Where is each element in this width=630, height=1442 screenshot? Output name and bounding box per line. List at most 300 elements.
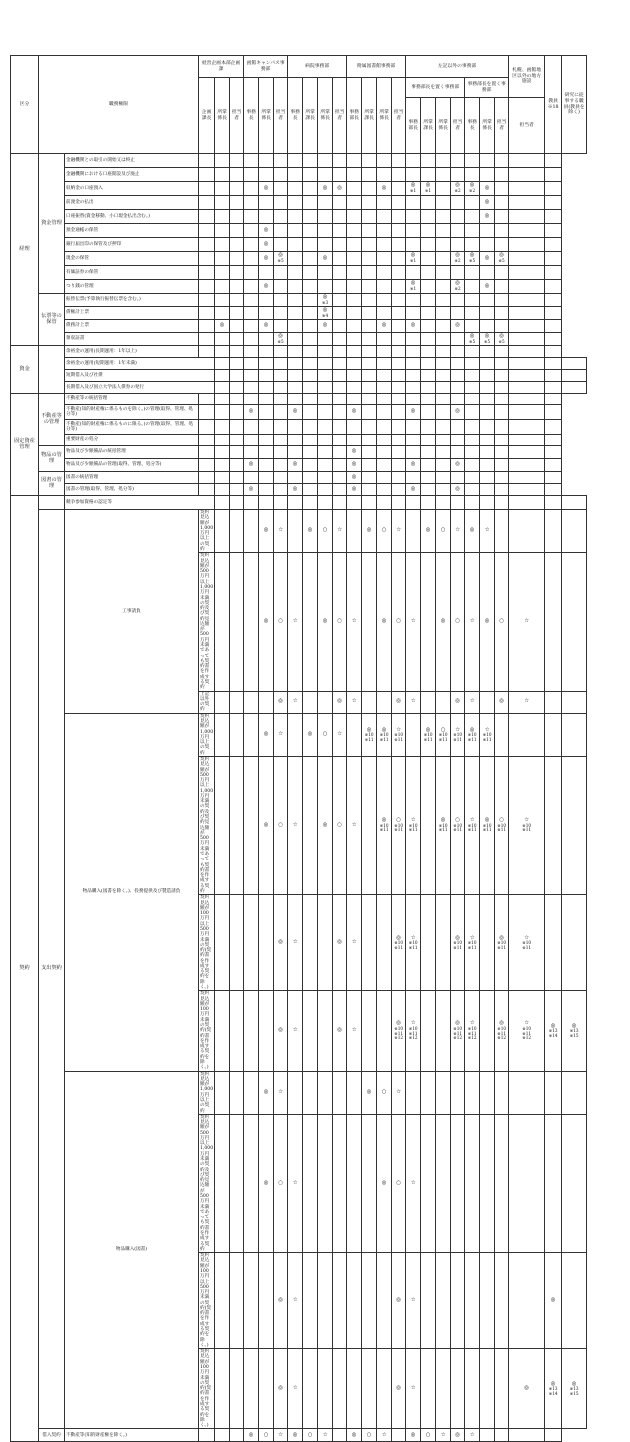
authority-cell: [244, 1114, 259, 1252]
authority-cell: [451, 394, 465, 405]
authority-cell: [244, 346, 259, 358]
authority-cell: [259, 1114, 274, 1252]
footnote-ref: ※10: [438, 823, 448, 829]
authority-cell: [480, 394, 495, 405]
authority-cell: [318, 307, 333, 320]
authority-cell: [230, 196, 244, 210]
authority-cell: [199, 333, 215, 346]
authority-mark: ◎: [410, 252, 416, 259]
authority-cell: [451, 320, 465, 333]
authority-cell: [421, 320, 436, 333]
authority-cell: [406, 553, 421, 691]
authority-cell: [199, 210, 215, 224]
footnote-ref: ※11: [497, 827, 507, 833]
table-row: [11, 510, 587, 553]
authority-cell: [318, 210, 333, 224]
authority-cell: [377, 420, 392, 435]
authority-mark: ◎: [410, 461, 416, 468]
authority-cell: [436, 252, 451, 266]
authority-cell: [421, 713, 436, 756]
authority-cell: [451, 154, 465, 168]
authority-cell: [465, 756, 480, 894]
authority-cell: [451, 405, 465, 420]
authority-cell: [545, 691, 562, 713]
authority-cell: [274, 472, 288, 484]
authority-cell-researcher: [545, 405, 562, 420]
authority-mark: ◎: [322, 618, 328, 625]
footnote-ref: ※10: [453, 1026, 463, 1032]
authority-cell: [215, 266, 230, 280]
authority-mark: ○: [396, 618, 401, 625]
authority-cell: [347, 333, 362, 346]
authority-cell: [509, 484, 545, 496]
header-group-other: 左記以外の事務部: [406, 56, 509, 78]
authority-cell: [303, 358, 318, 370]
authority-cell: [509, 280, 545, 294]
authority-mark: ◎: [484, 618, 490, 625]
authority-mark: ☆: [351, 1027, 357, 1034]
authority-cell: [421, 435, 436, 446]
authority-cell: [303, 691, 318, 713]
authority-cell: [392, 382, 406, 394]
authority-mark: ◎: [219, 322, 225, 329]
footnote-ref: ※11: [408, 827, 418, 833]
authority-cell: [377, 1349, 392, 1429]
authority-cell: [495, 553, 509, 691]
authority-cell: [244, 280, 259, 294]
authority-cell: [259, 895, 274, 991]
authority-cell: [451, 280, 465, 294]
authority-cell: [347, 394, 362, 405]
authority-mark: ◎: [410, 408, 416, 415]
authority-cell: [436, 196, 451, 210]
authority-cell: [230, 333, 244, 346]
authority-mark: ☆: [410, 817, 416, 824]
authority-cell: [259, 294, 274, 307]
authority-cell: [495, 459, 509, 472]
authority-cell: [333, 238, 347, 252]
category-spacer: [39, 346, 65, 394]
authority-mark: ◎: [499, 252, 504, 259]
row-item: 物品及び少額備品の管理(取得、管理、処分等): [65, 459, 199, 472]
category-keiyaku: 契約: [11, 496, 39, 1442]
authority-cell: [244, 168, 259, 182]
authority-cell: [244, 496, 259, 510]
authority-cell: [362, 224, 377, 238]
authority-cell: [465, 435, 480, 446]
authority-cell: [436, 1253, 451, 1349]
authority-cell: [406, 154, 421, 168]
authority-cell: [406, 252, 421, 266]
footnote-ref: ※11: [408, 944, 418, 950]
authority-cell: [480, 333, 495, 346]
table-row: [11, 320, 587, 333]
authority-cell-researcher: [562, 496, 587, 510]
footnote-ref: ※10: [497, 940, 507, 946]
authority-cell-researcher: [545, 1429, 562, 1442]
authority-cell: [451, 713, 465, 756]
subgroup-2: 事務部長を置く事務部: [465, 78, 509, 98]
authority-cell: [362, 182, 377, 196]
authority-cell: [199, 196, 215, 210]
authority-cell-researcher: [562, 1071, 587, 1114]
authority-cell: [288, 496, 303, 510]
row-item: 不動産等の統括管理: [65, 394, 199, 405]
authority-cell: [362, 358, 377, 370]
authority-cell: [274, 405, 288, 420]
authority-cell: [465, 333, 480, 346]
authority-cell: [303, 280, 318, 294]
authority-cell: [288, 484, 303, 496]
authority-cell: [392, 168, 406, 182]
authority-cell: [274, 435, 288, 446]
authority-cell: [406, 333, 421, 346]
authority-cell: [274, 991, 288, 1071]
authority-cell: [545, 358, 562, 370]
authority-mark: ◎: [410, 322, 416, 329]
authority-cell-researcher: [545, 484, 562, 496]
authority-cell: [303, 435, 318, 446]
authority-cell: [362, 394, 377, 405]
authority-cell: [274, 446, 288, 459]
authority-cell: [259, 320, 274, 333]
row-item: 契約見込額が1,000万円以上の契約: [200, 713, 214, 756]
footnote-ref: ※3: [322, 299, 329, 305]
authority-cell: [274, 1349, 288, 1429]
authority-cell: [406, 895, 421, 991]
authority-cell: [274, 1253, 288, 1349]
authority-cell: [495, 1114, 509, 1252]
authority-cell: [495, 196, 509, 210]
authority-cell: [347, 238, 362, 252]
authority-mark: ◎: [484, 254, 490, 261]
authority-cell: [215, 1253, 230, 1349]
authority-mark: ◎: [278, 1027, 283, 1034]
authority-cell: [436, 553, 451, 691]
authority-cell: [288, 238, 303, 252]
footnote-ref: ※10: [394, 940, 404, 946]
authority-cell-researcher: [545, 459, 562, 472]
footnote-ref: ※2: [454, 188, 461, 194]
authority-cell: [451, 1071, 465, 1114]
authority-cell: [333, 405, 347, 420]
authority-cell: [392, 196, 406, 210]
authority-mark: ◎: [263, 821, 269, 828]
authority-cell: [288, 370, 303, 382]
authority-cell: [436, 420, 451, 435]
authority-cell: [465, 895, 480, 991]
authority-cell: [215, 280, 230, 294]
authority-cell: [215, 472, 230, 484]
authority-mark: ◎: [278, 938, 283, 945]
authority-cell: [333, 358, 347, 370]
authority-cell: [347, 420, 362, 435]
authority-mark: ◎: [455, 408, 460, 415]
authority-mark: ◎: [484, 332, 490, 339]
footnote-ref: ※14: [548, 1390, 558, 1396]
table-row: [11, 459, 587, 472]
authority-cell: [451, 1253, 465, 1349]
authority-mark: ◎: [571, 1380, 577, 1387]
authority-cell: [215, 553, 230, 691]
authority-cell: [451, 168, 465, 182]
authority-cell: [362, 435, 377, 446]
authority-cell: [392, 394, 406, 405]
authority-cell: [362, 756, 377, 894]
authority-cell: [465, 420, 480, 435]
authority-cell: [436, 307, 451, 320]
authority-cell: [480, 238, 495, 252]
authority-cell: [288, 405, 303, 420]
authority-cell: [288, 691, 303, 713]
authority-cell: [274, 307, 288, 320]
authority-mark: ○: [381, 527, 387, 534]
authority-cell: [347, 1071, 362, 1114]
authority-cell: [259, 472, 274, 484]
authority-cell: [259, 182, 274, 196]
footnote-ref: ※10: [394, 823, 404, 829]
authority-cell: [199, 224, 215, 238]
authority-mark: ◎: [455, 1020, 460, 1027]
authority-cell: [377, 510, 392, 553]
authority-cell: [199, 405, 215, 420]
authority-cell: [509, 333, 545, 346]
authority-cell: [421, 991, 436, 1071]
authority-cell: [495, 496, 509, 510]
authority-cell: [495, 1429, 509, 1442]
authority-cell: [303, 496, 318, 510]
authority-cell-researcher: [562, 382, 587, 394]
authority-cell: [288, 1253, 303, 1349]
authority-cell: [545, 1349, 562, 1429]
authority-cell: [509, 320, 545, 333]
authority-cell: [244, 252, 259, 266]
authority-cell: [259, 280, 274, 294]
authority-cell: [392, 553, 406, 691]
authority-mark: ☆: [469, 698, 475, 705]
authority-cell: [421, 168, 436, 182]
authority-cell: [333, 224, 347, 238]
authority-mark: ○: [396, 817, 401, 824]
authority-cell: [377, 333, 392, 346]
header-group-hakodate: 函館キャンパス事務部: [244, 56, 288, 78]
header-group-kikaku: 経営企画本部企画課: [199, 56, 244, 78]
authority-mark: ☆: [410, 1020, 416, 1027]
authority-cell: [303, 382, 318, 394]
authority-cell: [215, 496, 230, 510]
authority-cell: [333, 394, 347, 405]
footnote-ref: ※10: [408, 1026, 418, 1032]
authority-cell: [318, 252, 333, 266]
authority-cell: [230, 435, 244, 446]
authority-mark: ◎: [366, 527, 372, 534]
authority-cell: [318, 1071, 333, 1114]
authority-mark: ◎: [571, 1022, 577, 1029]
authority-cell: [259, 358, 274, 370]
authority-cell: [244, 991, 259, 1071]
row-item: つり銭の管理: [65, 280, 199, 294]
authority-mark: ☆: [292, 1027, 298, 1034]
authority-mark: ☆: [337, 527, 343, 534]
authority-mark: ☆: [396, 1088, 402, 1095]
authority-mark: ☆: [278, 1431, 284, 1438]
authority-cell: [406, 459, 421, 472]
authority-cell: [465, 266, 480, 280]
authority-cell: [451, 496, 465, 510]
authority-cell: [495, 405, 509, 420]
authority-cell: [288, 510, 303, 553]
authority-mark: ◎: [381, 1179, 387, 1186]
authority-cell: [377, 346, 392, 358]
authority-cell: [545, 756, 562, 894]
authority-cell: [274, 333, 288, 346]
authority-cell: [288, 168, 303, 182]
authority-cell: [509, 756, 545, 894]
authority-cell: [436, 459, 451, 472]
authority-mark: ◎: [469, 726, 475, 733]
footnote-ref: ※5: [498, 258, 505, 264]
authority-mark: ○: [278, 618, 283, 625]
authority-cell: [451, 691, 465, 713]
authority-mark: ◎: [455, 1431, 460, 1438]
authority-cell: [215, 1349, 230, 1429]
authority-cell: [303, 1114, 318, 1252]
authority-cell: [244, 358, 259, 370]
authority-cell: [421, 224, 436, 238]
authority-cell: [509, 895, 545, 991]
authority-cell: [318, 459, 333, 472]
authority-cell: [347, 895, 362, 991]
authority-cell: [480, 1429, 495, 1442]
authority-cell: [436, 382, 451, 394]
authority-cell: [509, 346, 545, 358]
authority-cell: [377, 1429, 392, 1442]
row-item: 重要財産の処分: [65, 435, 199, 446]
authority-cell: [545, 1114, 562, 1252]
authority-mark: ☆: [410, 1384, 416, 1391]
authority-mark: ☆: [322, 1431, 328, 1438]
authority-cell: [333, 420, 347, 435]
authority-cell: [509, 238, 545, 252]
authority-cell: [318, 496, 333, 510]
authority-cell: [406, 1253, 421, 1349]
authority-cell: [451, 895, 465, 991]
authority-cell: [421, 294, 436, 307]
authority-cell: [465, 252, 480, 266]
authority-cell: [199, 446, 215, 459]
authority-cell: [244, 420, 259, 435]
authority-cell: [495, 691, 509, 713]
authority-cell: [509, 1071, 545, 1114]
authority-mark: ◎: [248, 461, 254, 468]
footnote-ref: ※2: [454, 258, 461, 264]
footnote-ref: ※12: [522, 1034, 532, 1040]
authority-cell: [259, 307, 274, 320]
authority-cell: [199, 484, 215, 496]
authority-cell: [303, 756, 318, 894]
authority-cell: [406, 405, 421, 420]
authority-cell: [215, 1114, 230, 1252]
authority-mark: ◎: [381, 184, 387, 191]
authority-cell: [465, 553, 480, 691]
authority-cell: [259, 484, 274, 496]
footnote-ref: ※11: [453, 1030, 463, 1036]
footnote-ref: ※10: [482, 732, 492, 738]
authority-cell: [244, 472, 259, 484]
authority-cell: [421, 358, 436, 370]
authority-cell: [480, 472, 495, 484]
footnote-ref: ※11: [467, 1030, 477, 1036]
role-cell: 事務部長: [406, 98, 421, 154]
authority-mark: ◎: [425, 182, 431, 189]
authority-mark: ◎: [469, 527, 475, 534]
authority-mark: ◎: [278, 332, 283, 339]
authority-cell: [509, 553, 545, 691]
authority-mark: ◎: [322, 306, 328, 313]
authority-mark: ◎: [381, 726, 387, 733]
authority-cell: [377, 196, 392, 210]
authority-cell: [480, 1253, 495, 1349]
authority-cell: [406, 991, 421, 1071]
authority-cell: [259, 553, 274, 691]
authority-cell: [259, 266, 274, 280]
authority-cell: [436, 224, 451, 238]
authority-mark: ◎: [484, 212, 490, 219]
authority-cell-researcher: [545, 320, 562, 333]
authority-cell: [480, 370, 495, 382]
authority-cell: [451, 472, 465, 484]
authority-cell: [495, 713, 509, 756]
authority-mark: ◎: [410, 182, 416, 189]
authority-cell: [480, 895, 495, 991]
authority-cell: [215, 510, 230, 553]
table-row: [11, 224, 587, 238]
authority-cell: [545, 496, 562, 510]
authority-cell: [421, 394, 436, 405]
authority-mark: ◎: [484, 184, 490, 191]
authority-cell: [244, 1349, 259, 1429]
row-item: 契約見込額が500万円以上1,000万円未満の契約及び契約見込額が500万円未満であっても契約書を作成する契約: [200, 756, 214, 894]
row-item: 契約見込額が1,000万円以上の契約: [200, 1071, 214, 1114]
authority-cell: [333, 459, 347, 472]
authority-cell: [451, 1429, 465, 1442]
authority-cell: [465, 182, 480, 196]
authority-cell: [303, 472, 318, 484]
authority-cell: [436, 713, 451, 756]
authority-cell: [436, 691, 451, 713]
footnote-ref: ※11: [497, 1030, 507, 1036]
authority-mark: ☆: [396, 527, 402, 534]
authority-cell-researcher: [545, 168, 562, 182]
authority-mark: ◎: [440, 817, 446, 824]
authority-mark: ○: [499, 817, 504, 824]
authority-cell: [318, 280, 333, 294]
row-item: 契約見込額が500万円以上1,000万円未満の契約及び契約見込額が500万円未満であっても契約書を作成する契約: [200, 553, 214, 691]
footnote-ref: ※10: [394, 732, 404, 738]
footnote-ref: ※10: [364, 732, 374, 738]
authority-cell: [436, 182, 451, 196]
authority-mark: ◎: [263, 322, 269, 329]
authority-mark: ○: [278, 821, 283, 828]
role-cell: 所掌係長: [436, 98, 451, 154]
authority-cell: [480, 1349, 495, 1429]
authority-cell: [199, 459, 215, 472]
authority-cell: [244, 154, 259, 168]
authority-cell: [230, 266, 244, 280]
authority-cell: [333, 435, 347, 446]
authority-mark: ☆: [524, 1020, 530, 1027]
authority-mark: ☆: [410, 1296, 416, 1303]
